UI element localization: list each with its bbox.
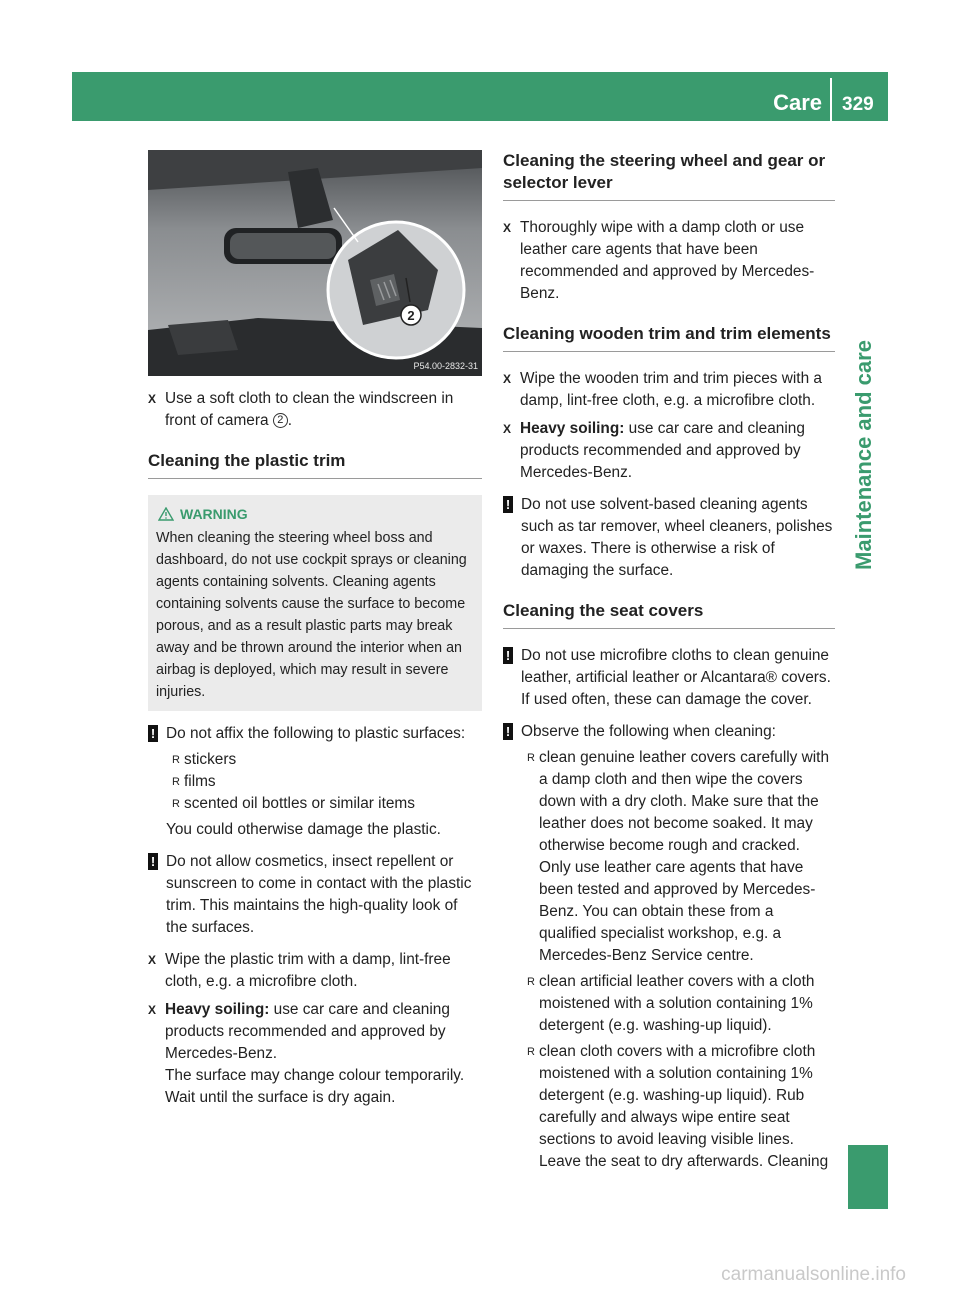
list-item: R stickers — [166, 749, 482, 771]
step-wipe-steering — [503, 217, 835, 305]
section-title: Care — [773, 90, 822, 115]
step-wipe-wooden — [503, 368, 835, 412]
note-microfibre — [503, 645, 835, 711]
heading-seat-covers: Cleaning the seat covers — [503, 600, 835, 629]
list-item: R clean cloth covers with a microfibre cloth moistened with a solution containing 1% detergent (e.g. washing-up liquid). Rub carefully and always wipe entire seat sections to avoid leaving visible lines. Leave the seat to dry afterwards. Cleaning — [521, 1041, 835, 1173]
step-heavy-soiling — [148, 999, 482, 1109]
note-observe — [503, 721, 835, 1173]
callout-ref: 2 — [273, 413, 288, 428]
heavy-soiling-text: use car care and cleaning products recommended and approved by Mercedes-Benz. — [520, 420, 805, 481]
note-solvent — [503, 494, 835, 582]
page-number: 329 — [842, 94, 874, 115]
side-tab-marker — [848, 1145, 888, 1209]
note-cosmetics — [148, 851, 482, 939]
warning-box — [148, 495, 482, 711]
exclamation-icon: ! — [503, 723, 513, 740]
list-item: R clean genuine leather covers carefully with a damp cloth and then wipe the covers down with a dry cloth. Make sure that the leather does not become soaked. It may otherwise become rough and cracked. Only use leather care agents that have been tested and approved by Mercedes-Benz. You can obtain these from a qualified specialist workshop, e.g. a Mercedes-Benz Service centre. — [521, 747, 835, 967]
note-plastic-list — [166, 749, 482, 815]
header-separator — [830, 78, 832, 121]
warning-title — [156, 503, 472, 525]
heading-steering-wheel: Cleaning the steering wheel and gear or selector lever — [503, 150, 835, 201]
note-cosmetics-text: Do not allow cosmetics, insect repellent or sunscreen to come in contact with the plastic trim. This maintains the high-quality look of the surfaces. — [166, 853, 472, 936]
warning-label: WARNING — [180, 506, 248, 522]
note-plastic-surfaces-text: Do not affix the following to plastic surfaces: — [166, 725, 466, 742]
note-solvent-text: Do not use solvent-based cleaning agents such as tar remover, wheel cleaners, polishes or waxes. There is otherwise a risk of damaging the surface. — [521, 496, 833, 579]
heavy-soiling-label: Heavy soiling: — [520, 420, 625, 437]
exclamation-icon: ! — [503, 647, 513, 664]
heading-wooden-trim: Cleaning wooden trim and trim elements — [503, 323, 835, 352]
warning-text: When cleaning the steering wheel boss and dashboard, do not use cockpit sprays or cleaning agents containing solvents. Cleaning agents containing solvents cause the surface to become porous, and as a result plastic parts may break away and be thrown around the interior when an airbag is deployed, which may result in severe injuries. — [156, 530, 467, 700]
note-microfibre-text: Do not use microfibre cloths to clean genuine leather, artificial leather or Alcantara® covers. If used often, these can damage the cover. — [521, 647, 831, 708]
left-column — [148, 150, 482, 1113]
list-item: R clean artificial leather covers with a cloth moistened with a solution containing 1% detergent (e.g. washing-up liquid). — [521, 971, 835, 1037]
step-end: . — [287, 412, 293, 429]
step-clean-windscreen — [148, 388, 482, 432]
windscreen-camera-photo — [148, 150, 482, 376]
figure-code: P54.00-2832-31 — [413, 361, 478, 371]
step-wipe-wooden-text: Wipe the wooden trim and trim pieces with a damp, lint-free cloth, e.g. a microfibre cloth. — [520, 370, 822, 409]
exclamation-icon: ! — [148, 725, 158, 742]
cleaning-list — [521, 747, 835, 1173]
header-band — [72, 72, 888, 121]
heavy-soiling-label: Heavy soiling: — [165, 1001, 270, 1018]
figure-callout: 2 — [407, 308, 415, 323]
watermark: carmanualsonline.info — [721, 1264, 906, 1285]
note-plastic-surfaces — [148, 723, 482, 841]
list-item: R films — [166, 771, 482, 793]
step-wipe-plastic-text: Wipe the plastic trim with a damp, lint-free cloth, e.g. a microfibre cloth. — [165, 951, 451, 990]
note-observe-text: Observe the following when cleaning: — [521, 723, 776, 740]
exclamation-icon: ! — [148, 853, 158, 870]
side-tab — [842, 240, 886, 670]
heavy-soiling-extra: The surface may change colour temporarily. Wait until the surface is dry again. — [165, 1067, 465, 1106]
step-wipe-plastic — [148, 949, 482, 993]
heading-plastic-trim: Cleaning the plastic trim — [148, 450, 482, 479]
step-clean-windscreen-text: Use a soft cloth to clean the windscreen in front of camera — [165, 390, 454, 429]
side-tab-label: Maintenance and care — [851, 340, 876, 570]
warning-triangle-icon — [158, 507, 174, 521]
step-wipe-steering-text: Thoroughly wipe with a damp cloth or use leather care agents that have been recommended and approved by Mercedes-Benz. — [520, 219, 815, 302]
heavy-soiling-text: use car care and cleaning products recommended and approved by Mercedes-Benz. — [165, 1001, 450, 1062]
note-plastic-outro: You could otherwise damage the plastic. — [166, 821, 441, 838]
camera-illustration — [148, 150, 482, 376]
right-column — [503, 150, 835, 1177]
exclamation-icon: ! — [503, 496, 513, 513]
list-item: R scented oil bottles or similar items — [166, 793, 482, 815]
step-heavy-soiling-wood — [503, 418, 835, 484]
